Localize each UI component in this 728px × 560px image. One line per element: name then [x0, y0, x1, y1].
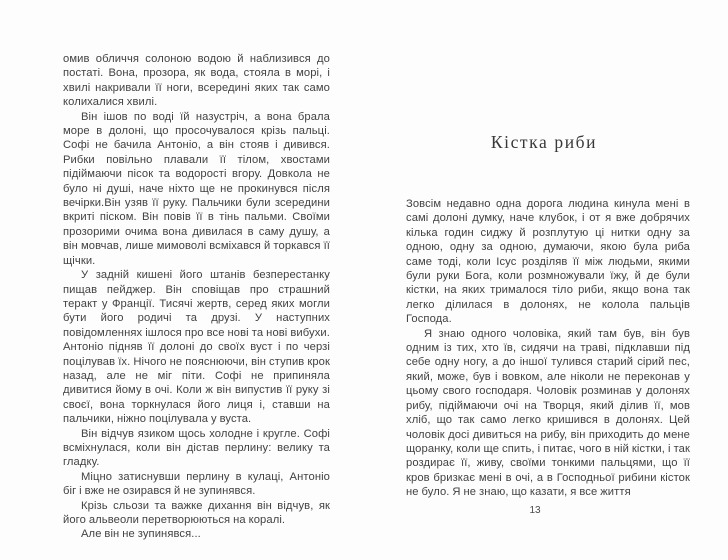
paragraph: Він відчув язиком щось холодне і кругле. Софі всміхнулася, коли він дістав перлину: велику та гладку. — [63, 427, 330, 469]
page-number: 13 — [529, 505, 541, 516]
paragraph: Я знаю одного чоловіка, який там був, він був одним із тих, хто їв, сидячи на траві, підклавши під себе одну ногу, а до іншої тулився старий сірий пес, який, може, був і вовком, але ніколи не переконав у цьому свого господаря. Чоловік розминав у долонях рибу, підіймаючи очі на Творця, який ділив її, мов хліб, що так само легко кришився в долонях. Цей чоловік досі дивиться на рибу, він приходить до мене щоранку, коли ще спить, і питає, чого в ній кістки, і так роздирає її, живу, своїми тонкими пальцями, що її кров бризкає мені в очі, а в Господньої рибини кісток не було. Я не знаю, що казати, я все життя — [406, 327, 690, 499]
page-right-text — [406, 197, 690, 500]
paragraph: Зовсім недавно одна дорога людина кинула мені в самі долоні думку, наче клубок, і от я вже добрячих кілька годин сиджу й розплутую ці нитки одну за одною, одну за одною, думаючи, якою була риба саме тоді, коли Ісус розділяв її між людьми, якими були руки Бога, коли розмножували їжу, й де були кістки, на яких трималося тіло риби, якщо вона так легко ділилася в долонях, не колола пальців Господа. — [406, 198, 690, 326]
page-right — [364, 0, 728, 560]
paragraph: У задній кишені його штанів безперестанку пищав пейджер. Він сповіщав про страшний теракт у Франції. Тисячі жертв, серед яких могли бути його родичі та друзі. У наступних повідомленнях ішлося про все нові та нові вибухи. Антоніо підняв її долоні до своїх вуст і по черзі поцілував їх. Нічого не пояснюючи, він ступив крок назад, але не міг піти. Софі не припиняла дивитися йому в очі. Коли ж він випустив її руку зі своєї, вона торкнулася його лиця і, ставши на пальчики, ніжно поцілувала у вуста. — [63, 269, 330, 426]
chapter-title: Кістка риби — [490, 132, 598, 152]
paragraph: Крізь сльози та важке дихання він відчув, як його альвеоли перетворюються на коралі. — [63, 499, 330, 526]
paragraph: Він ішов по воді їй назустріч, а вона брала море в долоні, що просочувалося крізь пальці. Софі не бачила Антоніо, а він стояв і дивився. Рибки повільно плавали її тілом, хвостами підіймаючи пісок та водорості вгору. Довкола не було ні душі, наче ніхто ще не прокинувся після вечірки.Він узяв її руку. Пальчики були зсередини вкриті піском. Він повів її в тінь пальми. Своїми прозорими очима вона дивилася в саму душу, а він мовчав, лише мимоволі всміхався й торкався її щічки. — [63, 110, 330, 267]
paragraph: Міцно затиснувши перлину в кулаці, Антоніо біг і вже не озирався й не зупинявся. — [63, 470, 330, 498]
paragraph: омив обличчя солоною водою й наблизився до постаті. Вона, прозора, як вода, стояла в морі, і хвилі накривали її ноги, всередині яких так само колихалися хвилі. — [63, 53, 330, 109]
page-left-text — [63, 52, 330, 542]
paragraph: Але він не зупинявся... — [81, 528, 201, 541]
